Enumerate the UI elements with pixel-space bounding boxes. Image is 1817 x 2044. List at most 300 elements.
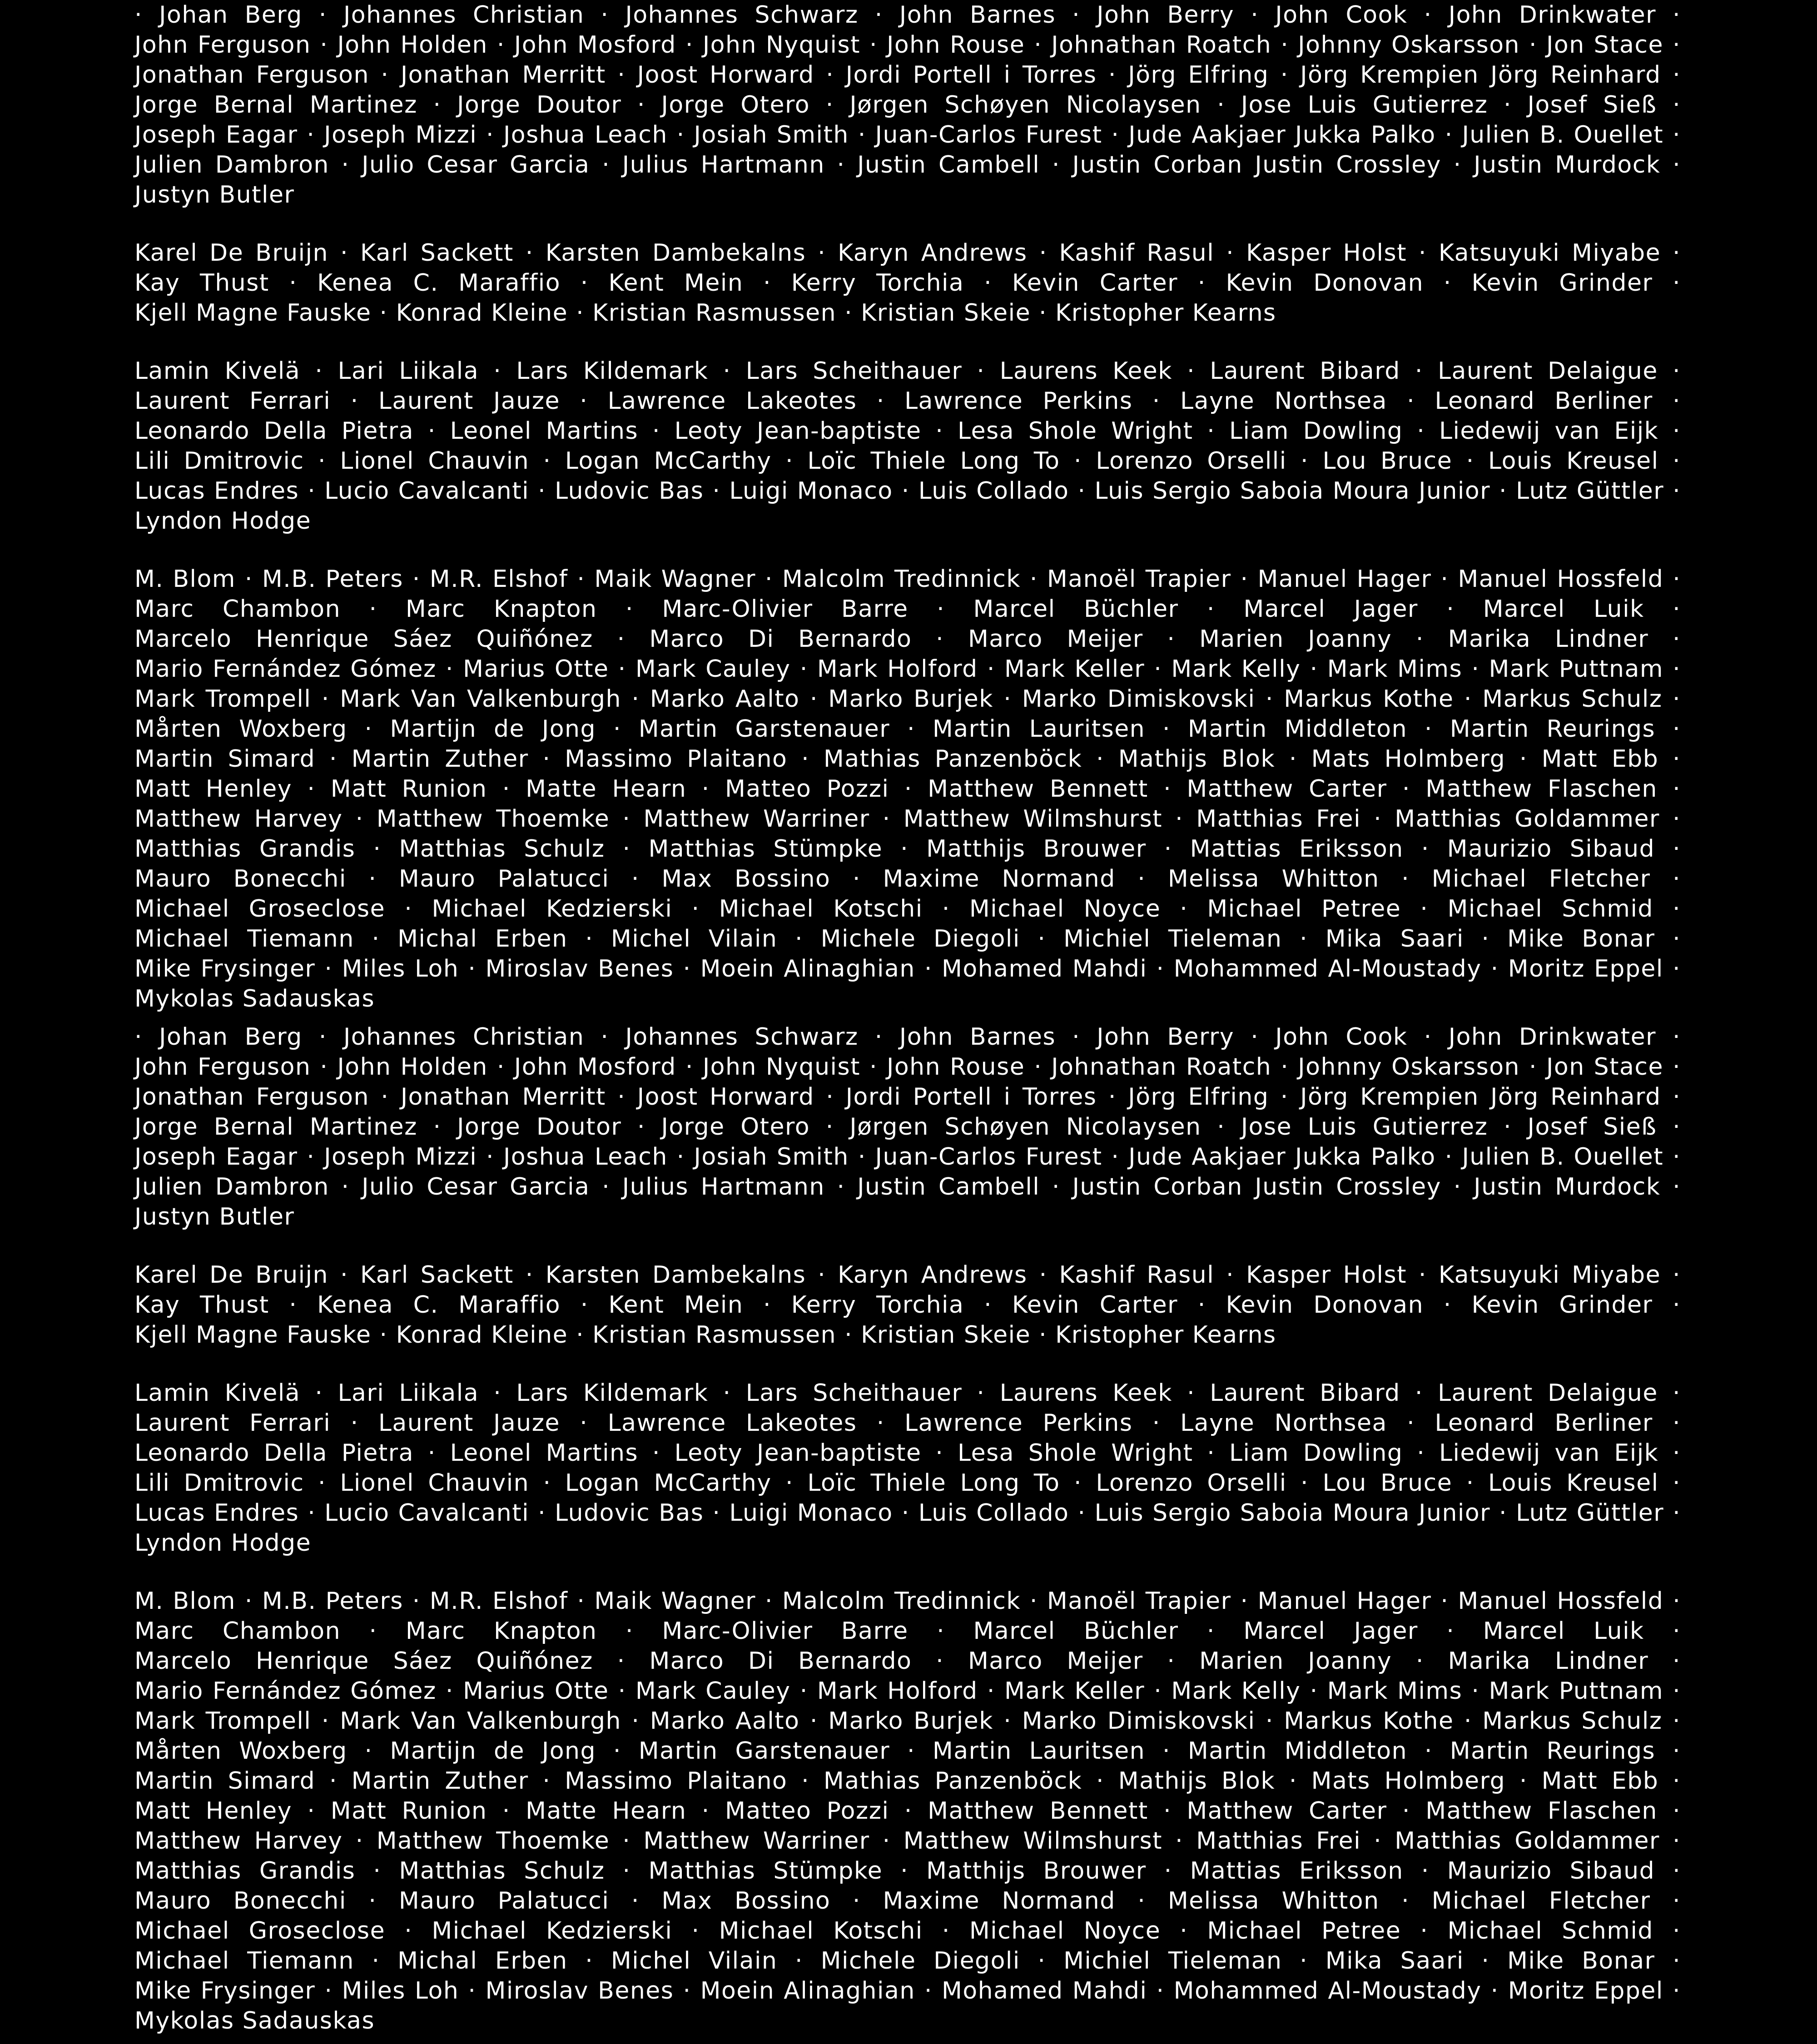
credit-separator: · [329, 745, 338, 773]
credit-name: Michael Fletcher [1431, 1887, 1651, 1915]
credit-separator: · [1251, 1023, 1259, 1051]
credit-name: Marc Knapton [405, 1617, 597, 1645]
credit-separator: · [701, 1797, 710, 1825]
credit-separator: · [1289, 1767, 1297, 1795]
credit-separator: · [289, 1291, 298, 1319]
credit-name: Laurent Ferrari [134, 387, 331, 415]
credit-name: Jörg Elfring [1128, 61, 1269, 89]
credit-separator: · [1673, 1023, 1681, 1051]
credit-separator: · [1162, 1737, 1171, 1765]
credit-name: Melissa Whitton [1167, 1887, 1380, 1915]
credit-name: Leonel Martins [450, 417, 639, 445]
credit-name: Michiel Tieleman [1063, 925, 1282, 953]
credit-separator: · [1415, 1379, 1423, 1407]
credit-separator: · [785, 1469, 794, 1497]
credit-separator: · [1163, 775, 1172, 803]
credit-separator: · [1154, 1677, 1162, 1705]
credit-name: Jørgen Schøyen Nicolaysen [849, 1113, 1201, 1141]
credit-separator: · [577, 1588, 586, 1615]
credit-separator: · [601, 1, 609, 29]
credit-separator: · [369, 1617, 377, 1645]
credit-separator: · [1424, 715, 1433, 743]
credit-separator: · [1003, 1707, 1012, 1735]
credit-name: Louis Kreusel [1488, 447, 1659, 475]
credit-separator: · [1672, 625, 1681, 653]
credit-name: Mohammed Al-Moustady [1173, 1977, 1482, 2004]
credit-separator: · [379, 1321, 388, 1349]
credit-name: Matthew Flaschen [1425, 1797, 1658, 1825]
credit-separator: · [837, 151, 845, 179]
credit-separator: · [1003, 685, 1012, 713]
credit-separator: · [1673, 1677, 1681, 1705]
credit-separator: · [1673, 1379, 1681, 1407]
credit-separator: · [1446, 595, 1455, 623]
credit-separator: · [1672, 1469, 1681, 1497]
credit-separator: · [1281, 1053, 1289, 1081]
credit-name: Mathias Panzenböck [823, 1767, 1082, 1795]
credit-name: Lawrence Perkins [904, 387, 1133, 415]
credit-separator: · [308, 1499, 316, 1527]
credit-name: Laurent Ferrari [134, 1409, 331, 1437]
credit-name: Karel De Bruijn [134, 239, 329, 267]
credit-name: Michael Schmid [1447, 895, 1653, 923]
credit-separator: · [818, 1261, 826, 1289]
credit-name: Matthew Wilmshurst [903, 1827, 1163, 1855]
credit-name: Julien Dambron [134, 1173, 329, 1201]
credit-name: Matthew Harvey [134, 1827, 343, 1855]
credits-group [134, 1586, 1681, 2036]
credit-name: Laurens Keek [999, 1379, 1172, 1407]
credit-name: John Holden [337, 1053, 488, 1081]
credit-name: Lari Liikala [338, 357, 479, 385]
credit-name: Marc-Olivier Barre [662, 1617, 908, 1645]
credit-separator: · [1672, 1827, 1681, 1855]
credit-separator: · [1207, 1439, 1216, 1467]
credit-name: Katsuyuki Miyabe [1438, 239, 1661, 267]
credit-name: Marcelo Henrique Sáez Quiñónez [134, 1647, 593, 1675]
credit-name: Michael Tiemann [134, 925, 354, 953]
credit-name: Karl Sackett [360, 1261, 514, 1289]
credit-separator: · [580, 387, 588, 415]
credit-name: John Cook [1275, 1, 1408, 29]
credit-name: Matteo Pozzi [725, 775, 889, 803]
credit-separator: · [937, 1617, 945, 1645]
credit-name: Kashif Rasul [1059, 239, 1215, 267]
credit-separator: · [712, 477, 721, 505]
credit-separator: · [1673, 357, 1681, 385]
credit-name: Karsten Dambekalns [545, 1261, 806, 1289]
credit-separator: · [631, 865, 640, 893]
credit-separator: · [320, 31, 328, 59]
credit-name: Layne Northsea [1180, 1409, 1387, 1437]
credit-name: Jörg Elfring [1128, 1083, 1269, 1111]
credit-name: Lari Liikala [338, 1379, 479, 1407]
credit-separator: · [1240, 1588, 1249, 1615]
credit-name: Kevin Carter [1012, 1291, 1178, 1319]
credit-name: Lutz Güttler [1516, 477, 1664, 505]
credit-name: Martin Reurings [1450, 715, 1656, 743]
credit-separator: · [525, 1261, 534, 1289]
credit-separator: · [1301, 447, 1309, 475]
credit-separator: · [1673, 1173, 1681, 1201]
credit-name: Johannes Schwarz [625, 1023, 859, 1051]
credit-name: Jude Aakjaer Jukka Palko [1128, 1143, 1436, 1171]
credit-separator: · [307, 1143, 315, 1171]
credit-name: Katsuyuki Miyabe [1438, 1261, 1661, 1289]
credit-separator: · [318, 1469, 326, 1497]
credit-separator: · [355, 805, 364, 833]
credit-separator: · [1163, 1797, 1172, 1825]
credit-separator: · [307, 121, 315, 149]
credit-name: Lionel Chauvin [340, 447, 530, 475]
credit-name: Jose Luis Gutierrez [1241, 1113, 1488, 1141]
credit-name: Jose Luis Gutierrez [1241, 91, 1488, 119]
credit-separator: · [935, 1439, 944, 1467]
credit-name: Manuel Hager [1257, 1588, 1432, 1615]
credit-separator: · [1407, 1409, 1415, 1437]
credit-name: Marko Aalto [650, 1707, 800, 1735]
credit-name: Logan McCarthy [565, 447, 772, 475]
credit-separator: · [1673, 121, 1681, 149]
credit-separator: · [1673, 151, 1681, 179]
credit-name: Matthias Schulz [399, 1857, 605, 1885]
credit-name: Jörg Krempien Jörg Reinhard [1300, 1083, 1661, 1111]
credit-name: Mark Kelly [1171, 1677, 1301, 1705]
credit-separator: · [1265, 1707, 1274, 1735]
credit-separator: · [1289, 745, 1297, 773]
credit-name: Marko Burjek [828, 1707, 993, 1735]
credit-name: Jordi Portell i Torres [845, 61, 1097, 89]
credit-separator: · [1401, 865, 1410, 893]
credit-name: Luigi Monaco [729, 477, 893, 505]
credit-name: Marc-Olivier Barre [662, 595, 908, 623]
credit-name: Johannes Christian [343, 1023, 585, 1051]
credit-name: Matt Runion [330, 1797, 487, 1825]
credit-separator: · [1029, 566, 1038, 593]
credit-separator: · [1073, 447, 1082, 475]
credit-separator: · [1240, 566, 1249, 593]
credit-name: Julien Dambron [134, 151, 329, 179]
credit-name: Justin Cambell [857, 1173, 1040, 1201]
credit-name: M.R. Elshof [429, 1588, 568, 1615]
credit-separator: · [691, 895, 700, 923]
credit-name: Maik Wagner [594, 566, 756, 593]
credit-name: Kashif Rasul [1059, 1261, 1215, 1289]
credit-name: Jorge Otero [661, 91, 810, 119]
credit-separator: · [1673, 595, 1681, 623]
credit-name: Marcel Büchler [973, 1617, 1179, 1645]
credit-separator: · [625, 1617, 634, 1645]
credit-separator: · [1096, 745, 1104, 773]
credit-name: Kay Thust [134, 269, 269, 297]
credit-separator: · [1673, 1113, 1681, 1141]
credit-separator: · [1137, 865, 1146, 893]
credit-separator: · [1673, 1617, 1681, 1645]
credit-name: John Cook [1275, 1023, 1408, 1051]
credit-name: Mark Trompell [134, 685, 312, 713]
credit-separator: · [1374, 1827, 1382, 1855]
credit-separator: · [324, 1977, 333, 2004]
credit-name: Laurent Delaigue [1438, 357, 1658, 385]
credit-name: Johannes Schwarz [625, 1, 859, 29]
credit-separator: · [1187, 357, 1196, 385]
credit-name: Mark Van Valkenburgh [340, 685, 621, 713]
credit-separator: · [1310, 1677, 1318, 1705]
credit-separator: · [625, 595, 634, 623]
credit-separator: · [1156, 1977, 1165, 2004]
credit-name: Michael Schmid [1447, 1917, 1653, 1945]
credit-separator: · [1096, 1767, 1104, 1795]
credit-name: Joseph Mizzi [324, 1143, 477, 1171]
credit-name: John Berry [1097, 1023, 1235, 1051]
credit-name: M.B. Peters [262, 1588, 403, 1615]
credit-separator: · [1034, 1053, 1043, 1081]
credit-name: Michael Petree [1207, 1917, 1401, 1945]
credit-separator: · [1073, 1469, 1082, 1497]
credit-name: Kenea C. Maraffio [317, 269, 561, 297]
credit-separator: · [1471, 1677, 1480, 1705]
credit-name: Marko Burjek [828, 685, 993, 713]
credit-separator: · [869, 31, 878, 59]
credit-separator: · [364, 715, 373, 743]
credit-name: Mathijs Blok [1118, 745, 1276, 773]
credit-name: Luis Sergio Saboia Moura Junior [1094, 477, 1491, 505]
credit-name: Marien Joanny [1199, 625, 1392, 653]
credit-separator: · [1162, 715, 1171, 743]
credit-name: Louis Kreusel [1488, 1469, 1659, 1497]
credit-separator: · [631, 1887, 640, 1915]
credit-separator: · [1499, 477, 1508, 505]
credit-name: Michael Noyce [969, 895, 1161, 923]
credit-separator: · [1673, 417, 1681, 445]
credit-separator: · [1077, 1499, 1086, 1527]
credit-separator: · [1453, 1173, 1462, 1201]
credit-separator: · [1466, 447, 1474, 475]
credit-separator: · [1415, 625, 1424, 653]
credit-name: Justin Murdock [1474, 1173, 1661, 1201]
credit-name: Malcolm Tredinnick [782, 1588, 1021, 1615]
credit-name: Massimo Plaitano [565, 1767, 788, 1795]
credit-name: Mike Bonar [1507, 1947, 1655, 1975]
credit-separator: · [809, 685, 818, 713]
credits-viewport-bottom [0, 1022, 1817, 2044]
credit-name: Lili Dmitrovic [134, 1469, 304, 1497]
credit-name: Julius Hartmann [622, 151, 825, 179]
credit-separator: · [1673, 925, 1681, 953]
credit-name: Mathijs Blok [1118, 1767, 1276, 1795]
credit-name: Mark Trompell [134, 1707, 312, 1735]
credit-name: Marco Di Bernardo [649, 625, 912, 653]
credit-separator: · [676, 1143, 685, 1171]
credit-name: Leonel Martins [450, 1439, 639, 1467]
credit-separator: · [1673, 1887, 1681, 1915]
credit-name: Michal Erben [397, 925, 568, 953]
credit-name: Matthew Thoemke [376, 805, 610, 833]
credit-separator: · [876, 1409, 885, 1437]
credit-separator: · [1052, 151, 1060, 179]
credit-name: Logan McCarthy [565, 1469, 772, 1497]
credit-name: Jorge Doutor [457, 91, 622, 119]
credit-separator: · [825, 91, 834, 119]
credit-separator: · [244, 566, 253, 593]
credit-name: Matt Henley [134, 775, 293, 803]
credit-separator: · [676, 121, 685, 149]
credit-separator: · [1529, 1053, 1538, 1081]
credit-name: Liedewij van Eijk [1439, 417, 1659, 445]
credit-name: Martijn de Jong [390, 1737, 596, 1765]
credit-name: Mika Saari [1325, 1947, 1464, 1975]
credit-separator: · [1673, 477, 1681, 505]
credit-separator: · [315, 1379, 323, 1407]
credit-name: Jorge Bernal Martinez [134, 1113, 417, 1141]
credit-name: Mike Frysinger [134, 1977, 316, 2004]
credit-separator: · [1471, 655, 1480, 683]
credit-separator: · [1197, 269, 1206, 297]
credit-separator: · [308, 477, 316, 505]
credit-separator: · [1415, 357, 1423, 385]
credit-name: Luis Collado [918, 1499, 1069, 1527]
credit-name: Maurizio Sibaud [1447, 1857, 1655, 1885]
credit-separator: · [381, 1083, 389, 1111]
credit-name: Kristian Rasmussen [592, 1321, 837, 1349]
credit-separator: · [1206, 595, 1215, 623]
credit-name: Johnny Oskarsson [1298, 31, 1520, 59]
credit-name: Matt Henley [134, 1797, 293, 1825]
credit-separator: · [1673, 1767, 1681, 1795]
credit-separator: · [1672, 715, 1681, 743]
credit-name: Marcel Luik [1483, 595, 1644, 623]
credit-name: Johnathan Roatch [1051, 31, 1272, 59]
credit-separator: · [837, 1173, 845, 1201]
credit-name: Marcel Luik [1483, 1617, 1644, 1645]
credit-separator: · [1310, 655, 1318, 683]
credit-name: Marika Lindner [1448, 1647, 1649, 1675]
credit-name: Matthias Frei [1196, 805, 1361, 833]
credit-name: Laurent Bibard [1210, 1379, 1400, 1407]
credit-name: Kevin Donovan [1226, 1291, 1424, 1319]
credit-separator: · [1673, 1439, 1681, 1467]
credit-separator: · [801, 745, 810, 773]
credit-separator: · [712, 1499, 721, 1527]
credit-separator: · [602, 1173, 611, 1201]
credit-name: Marc Chambon [134, 595, 341, 623]
credit-name: Mohammed Al-Moustady [1173, 955, 1482, 982]
credit-separator: · [350, 387, 359, 415]
credit-separator: · [904, 775, 913, 803]
credit-separator: · [341, 151, 350, 179]
credit-name: Martin Middleton [1187, 715, 1408, 743]
credit-separator: · [244, 1588, 253, 1615]
credit-name: Julien B. Ouellet [1462, 1143, 1664, 1171]
credit-separator: · [1503, 91, 1512, 119]
credit-name: Laurens Keek [999, 357, 1172, 385]
credit-name: Kristopher Kearns [1055, 299, 1276, 327]
credit-separator: · [907, 715, 915, 743]
credit-name: Mark Mims [1327, 1677, 1463, 1705]
credit-separator: · [1443, 1291, 1452, 1319]
credit-separator: · [1152, 1409, 1161, 1437]
credit-name: Josiah Smith [694, 121, 849, 149]
credit-name: Markus Schulz [1482, 1707, 1663, 1735]
credit-separator: · [844, 1321, 853, 1349]
credit-separator: · [341, 1173, 350, 1201]
credit-name: Michele Diegoli [820, 925, 1020, 953]
credit-separator: · [318, 1023, 327, 1051]
credit-name: Matt Ebb [1541, 1767, 1659, 1795]
credit-name: Mykolas Sadauskas [134, 2007, 375, 2034]
credit-name: Mark Kelly [1171, 655, 1301, 683]
credit-separator: · [1499, 1499, 1508, 1527]
credit-name: Martin Zuther [351, 745, 529, 773]
credit-name: Lesa Shole Wright [958, 417, 1193, 445]
credit-separator: · [1490, 1977, 1499, 2004]
credits-group [134, 238, 1681, 328]
credit-separator: · [685, 1053, 694, 1081]
credit-name: Jørgen Schøyen Nicolaysen [849, 91, 1201, 119]
credit-separator: · [355, 1827, 364, 1855]
credit-name: Karyn Andrews [838, 1261, 1028, 1289]
credit-name: Malcolm Tredinnick [782, 566, 1021, 593]
credit-separator: · [1164, 1857, 1172, 1885]
credit-name: John Berry [1097, 1, 1235, 29]
credit-separator: · [1402, 775, 1410, 803]
credit-name: Kay Thust [134, 1291, 269, 1319]
credit-name: Marcel Jager [1243, 1617, 1418, 1645]
credit-name: John Ferguson [134, 31, 311, 59]
credit-name: Matthew Warriner [643, 1827, 870, 1855]
credit-separator: · [900, 1857, 909, 1885]
credit-separator: · [763, 1291, 772, 1319]
credit-separator: · [1466, 1469, 1474, 1497]
credit-name: Justyn Butler [134, 181, 295, 208]
credit-separator: · [613, 1737, 621, 1765]
credit-separator: · [1167, 1647, 1176, 1675]
credit-separator: · [1673, 835, 1681, 863]
credit-name: Martijn de Jong [390, 715, 596, 743]
credit-separator: · [622, 1827, 631, 1855]
credit-name: Jonathan Merritt [400, 1083, 606, 1111]
credit-name: M.B. Peters [262, 566, 403, 593]
credit-name: Matthew Warriner [643, 805, 870, 833]
credit-separator: · [701, 775, 710, 803]
credit-name: Michael Tiemann [134, 1947, 354, 1975]
credit-separator: · [1464, 685, 1472, 713]
credit-name: Karyn Andrews [838, 239, 1028, 267]
credit-separator: · [795, 1947, 804, 1975]
credit-name: Laurent Jauze [378, 1409, 560, 1437]
credit-separator: · [1417, 417, 1425, 445]
credit-name: Kristopher Kearns [1055, 1321, 1276, 1349]
credit-name: Marika Lindner [1448, 625, 1649, 653]
credit-separator: · [1672, 1647, 1681, 1675]
credit-separator: · [1672, 955, 1681, 982]
credit-name: Max Bossino [661, 865, 831, 893]
credit-separator: · [937, 595, 945, 623]
credit-name: Jordi Portell i Torres [845, 1083, 1097, 1111]
credit-name: Marcelo Henrique Sáez Quiñónez [134, 625, 593, 653]
credit-separator: · [580, 1409, 588, 1437]
credits-group [134, 356, 1681, 536]
credit-separator: · [1156, 955, 1165, 982]
credit-separator: · [580, 1291, 589, 1319]
credit-name: Kristian Skeie [861, 1321, 1031, 1349]
credit-name: Lucio Cavalcanti [324, 1499, 530, 1527]
credit-name: Marien Joanny [1199, 1647, 1392, 1675]
credit-name: Lawrence Lakeotes [607, 1409, 857, 1437]
credit-separator: · [372, 1947, 380, 1975]
credit-separator: · [1673, 1053, 1681, 1081]
credit-name: Kevin Carter [1012, 269, 1178, 297]
